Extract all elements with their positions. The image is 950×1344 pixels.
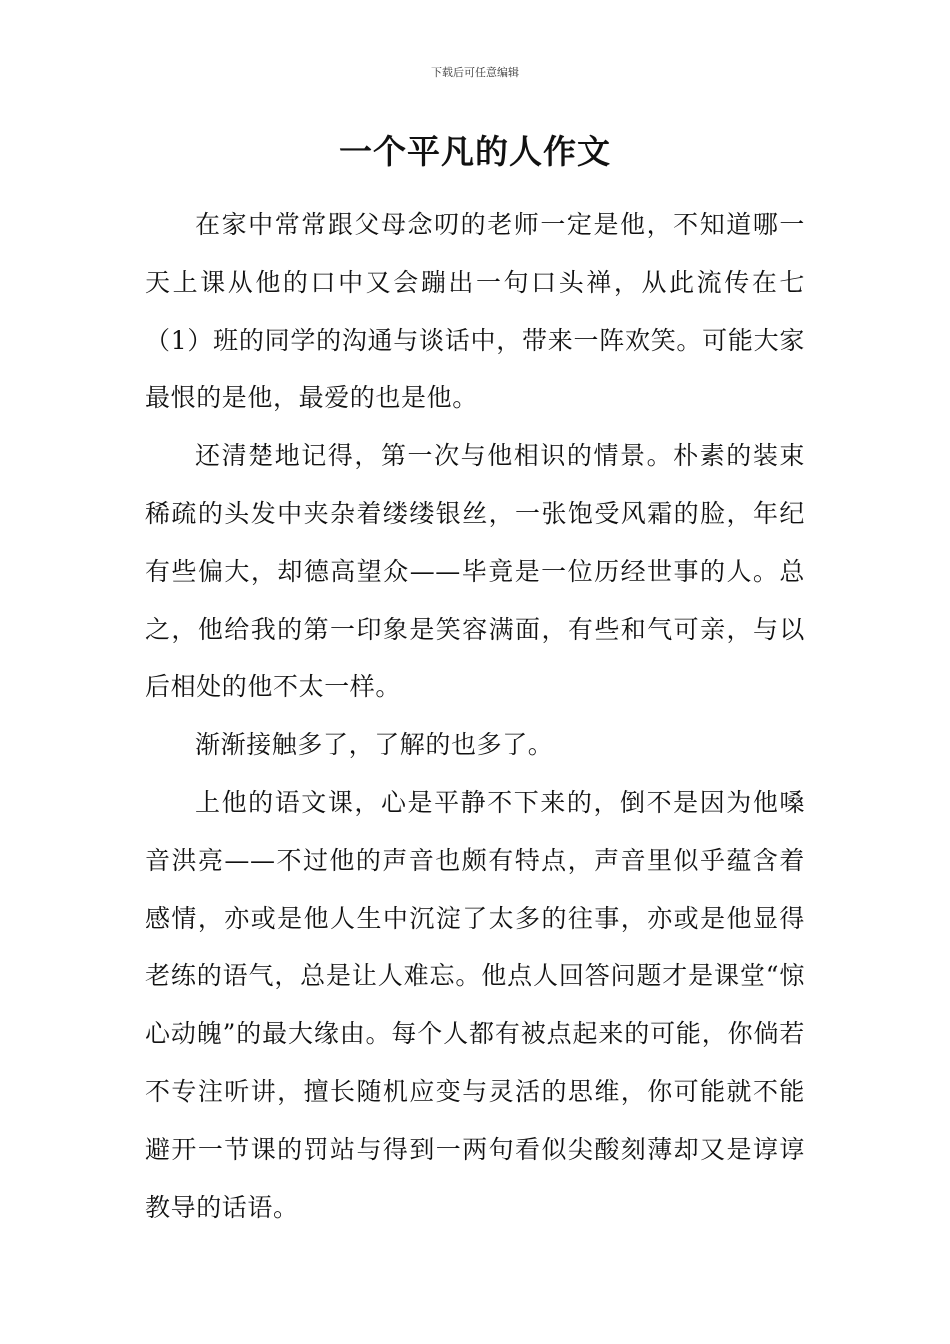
paragraph: 上他的语文课，心是平静不下来的，倒不是因为他嗓音洪亮——不过他的声音也颇有特点，声音里似乎蕴含着感情，亦或是他人生中沉淀了太多的往事，亦或是他显得老练的语气，总是让人难忘。他点人回答问题才是课堂“惊心动魄”的最大缘由。每个人都有被点起来的可能，你倘若不专注听讲，擅长随机应变与灵活的思维，你可能就不能避开一节课的罚站与得到一两句看似尖酸刻薄却又是谆谆教导的话语。	[145, 787, 805, 1222]
header-note: 下载后可任意编辑	[431, 66, 519, 79]
paragraph: 渐渐接触多了，了解的也多了。	[195, 730, 554, 760]
paragraph: 还清楚地记得，第一次与他相识的情景。朴素的装束稀疏的头发中夹杂着缕缕银丝，一张饱受风霜的脸，年纪有些偏大，却德高望众——毕竟是一位历经世事的人。总之，他给我的第一印象是笑容满面，有些和气可亲，与以后相处的他不太一样。	[145, 441, 805, 702]
paragraph: 在家中常常跟父母念叨的老师一定是他，不知道哪一天上课从他的口中又会蹦出一句口头禅，从此流传在七（1）班的同学的沟通与谈话中，带来一阵欢笑。可能大家最恨的是他，最爱的也是他。	[145, 210, 805, 413]
article-body	[145, 196, 805, 1236]
page-title: 一个平凡的人作文	[339, 132, 611, 171]
